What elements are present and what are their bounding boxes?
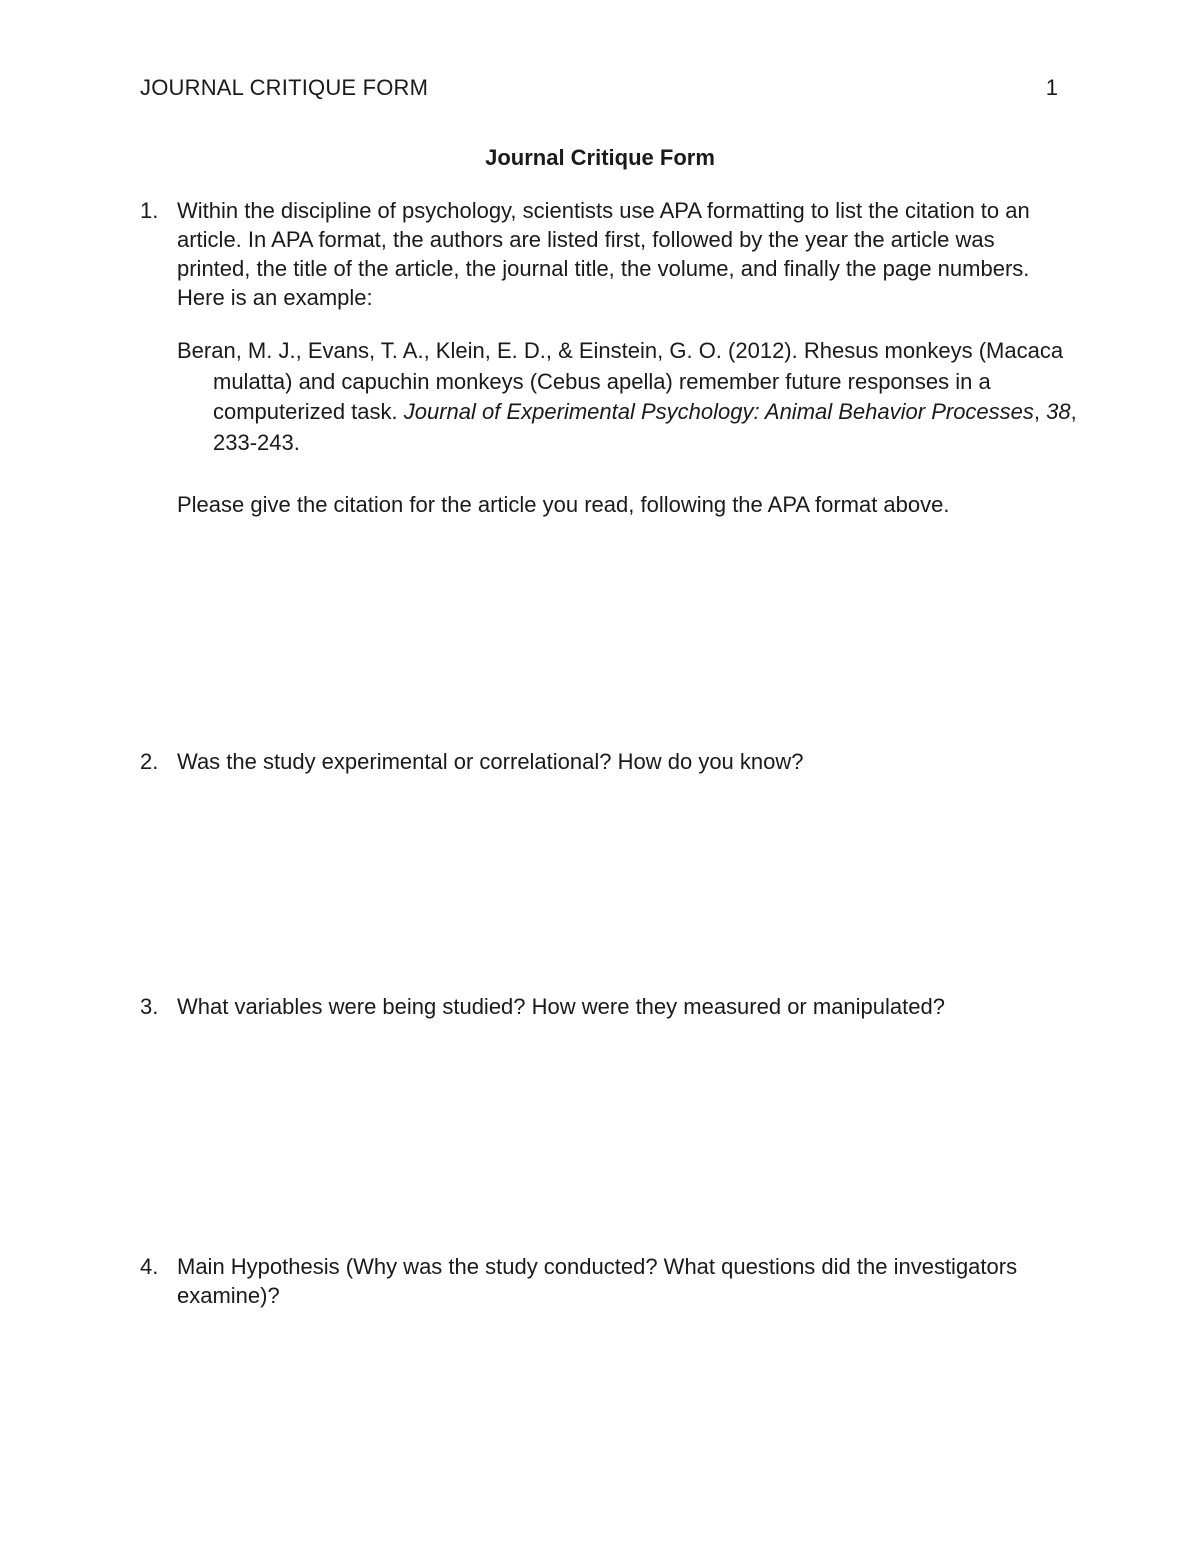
citation-separator: , xyxy=(1033,399,1047,424)
question-2 xyxy=(140,747,1060,776)
question-4 xyxy=(140,1252,1060,1310)
question-number: 2. xyxy=(140,749,159,774)
example-citation xyxy=(177,336,1093,458)
running-head: JOURNAL CRITIQUE FORM xyxy=(140,75,429,100)
citation-instruction: Please give the citation for the article you read, following the APA format above. xyxy=(177,492,950,517)
question-3 xyxy=(140,992,1060,1021)
question-1 xyxy=(140,196,1060,312)
page-number: 1 xyxy=(1045,75,1058,100)
question-number: 4. xyxy=(140,1254,159,1279)
question-text: Within the discipline of psychology, scientists use APA formatting to list the citation to an article. In APA format, the authors are listed first, followed by the year the article was printed, the title of the article, the journal title, the volume, and finally the page numbers. Here is an example: xyxy=(177,198,1030,310)
question-text: Main Hypothesis (Why was the study conducted? What questions did the investigators examine)? xyxy=(177,1254,1018,1308)
question-number: 1. xyxy=(140,198,159,223)
question-text: Was the study experimental or correlational? How do you know? xyxy=(177,749,804,774)
citation-journal: Journal of Experimental Psychology: Animal Behavior Processes xyxy=(403,399,1034,424)
question-text: What variables were being studied? How were they measured or manipulated? xyxy=(177,994,945,1019)
citation-pages: , 233-243. xyxy=(213,399,1077,455)
question-number: 3. xyxy=(140,994,159,1019)
citation-authors-title: Beran, M. J., Evans, T. A., Klein, E. D., & Einstein, G. O. (2012). Rhesus monkeys (Macaca mulatta) and capuchin monkeys (Cebus apella) remember future responses in a computerized task. xyxy=(177,338,1064,424)
page-title: Journal Critique Form xyxy=(485,145,715,170)
citation-volume: 38 xyxy=(1046,399,1071,424)
